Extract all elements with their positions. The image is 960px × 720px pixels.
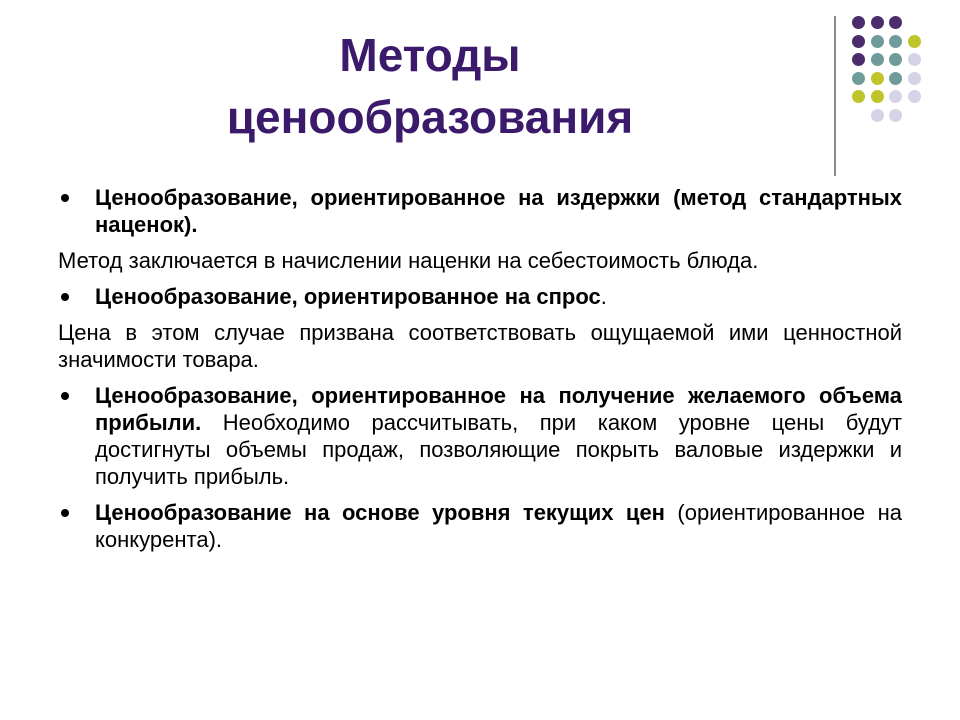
decorative-dot bbox=[871, 16, 884, 29]
bullet-profit-based-text: Ценообразование, ориентированное на получение желаемого объема прибыли. bbox=[95, 383, 902, 435]
decorative-dot bbox=[852, 16, 865, 29]
bullet-icon bbox=[61, 392, 69, 400]
decorative-dot bbox=[908, 35, 921, 48]
bullet-competitor-based-text: Ценообразование на основе уровня текущих цен bbox=[95, 500, 665, 525]
slide-body bbox=[58, 184, 902, 562]
decorative-dot bbox=[871, 53, 884, 66]
decorative-dot bbox=[889, 16, 902, 29]
decorative-dot bbox=[908, 53, 921, 66]
bullet-cost-based bbox=[58, 184, 902, 238]
decorative-dot bbox=[908, 72, 921, 85]
bullet-profit-based-tail: Необходимо рассчитывать, при каком уровне цены будут достигнуты объемы продаж, позволяющие покрыть валовые издержки и получить прибыль. bbox=[95, 410, 902, 489]
decorative-dot bbox=[908, 90, 921, 103]
paragraph-cost-based: Метод заключается в начислении наценки на себестоимость блюда. bbox=[58, 248, 759, 273]
decorative-dot bbox=[871, 72, 884, 85]
decorative-dot bbox=[852, 35, 865, 48]
decorative-divider bbox=[834, 16, 836, 176]
bullet-icon bbox=[61, 194, 69, 202]
bullet-demand-based bbox=[58, 283, 902, 310]
bullet-icon bbox=[61, 509, 69, 517]
title-line-2: ценообразования bbox=[226, 91, 634, 143]
decorative-dot bbox=[889, 90, 902, 103]
bullet-icon bbox=[61, 293, 69, 301]
decorative-dot bbox=[889, 72, 902, 85]
title-line-1: Методы bbox=[339, 29, 521, 81]
bullet-competitor-based bbox=[58, 499, 902, 553]
slide-title bbox=[140, 24, 720, 148]
decorative-dot bbox=[889, 109, 902, 122]
bullet-competitor-based-tail: (ориентированное на конкурента). bbox=[95, 500, 902, 552]
decorative-dot bbox=[871, 109, 884, 122]
decorative-dot bbox=[871, 35, 884, 48]
decorative-dot bbox=[852, 72, 865, 85]
decorative-dot bbox=[889, 53, 902, 66]
bullet-profit-based bbox=[58, 382, 902, 490]
decorative-dot bbox=[852, 53, 865, 66]
decorative-dot bbox=[889, 35, 902, 48]
bullet-cost-based-text: Ценообразование, ориентированное на издержки (метод стандартных наценок). bbox=[95, 185, 902, 237]
decorative-dot bbox=[852, 90, 865, 103]
bullet-demand-based-text: Ценообразование, ориентированное на спрос bbox=[95, 284, 601, 309]
decorative-dot bbox=[871, 90, 884, 103]
bullet-demand-based-tail: . bbox=[600, 284, 607, 309]
paragraph-demand-based: Цена в этом случае призвана соответствовать ощущаемой ими ценностной значимости товара. bbox=[58, 320, 902, 372]
